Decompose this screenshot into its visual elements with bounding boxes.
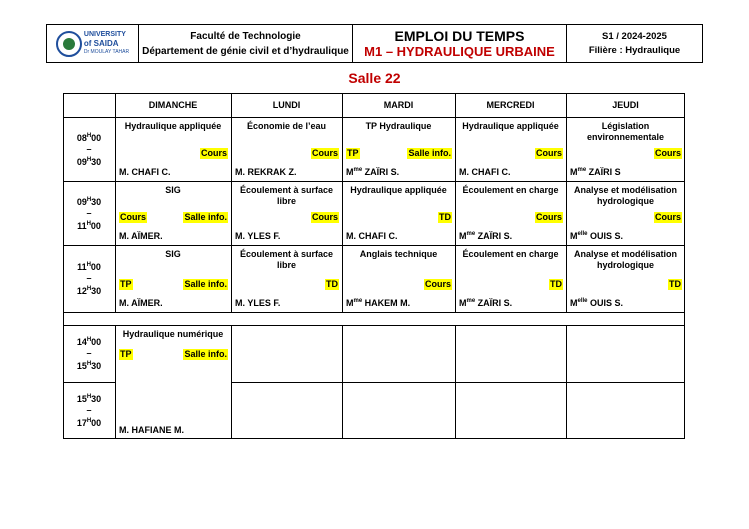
room-badge: Salle info. bbox=[184, 212, 227, 222]
course-title: Analyse et modélisation hydrologique bbox=[573, 185, 678, 206]
department-name: Département de génie civil et d’hydraulique bbox=[142, 45, 349, 57]
session-cell[interactable] bbox=[342, 117, 455, 181]
teacher-name: $M^{me}$ ZAÏRI S. bbox=[346, 167, 400, 177]
header-band bbox=[46, 24, 703, 63]
session-type-badge: TD bbox=[326, 279, 338, 289]
course-title: Écoulement à surface libre bbox=[239, 249, 334, 270]
time-dash: – bbox=[86, 348, 92, 358]
day-header-mercredi: MERCREDI bbox=[486, 100, 535, 110]
session-type-badge: Cours bbox=[535, 212, 562, 222]
room-title: Salle 22 bbox=[348, 70, 401, 86]
grid-line bbox=[63, 93, 64, 439]
session-cell[interactable] bbox=[115, 245, 231, 312]
grid-line bbox=[115, 325, 116, 439]
session-cell[interactable] bbox=[231, 181, 342, 245]
time-start: $08^H00$ bbox=[76, 132, 102, 143]
course-title: Écoulement en charge bbox=[462, 185, 559, 195]
grid-line bbox=[566, 93, 567, 312]
grid-line bbox=[63, 181, 685, 182]
semester-cell bbox=[567, 25, 702, 62]
teacher-name: $M^{me}$ ZAÏRI S. bbox=[459, 298, 513, 308]
session-cell[interactable] bbox=[115, 325, 231, 439]
logo-cell bbox=[47, 25, 139, 62]
faculty-name: Faculté de Technologie bbox=[190, 30, 301, 42]
session-cell[interactable] bbox=[566, 245, 685, 312]
time-start: $11^H00$ bbox=[77, 262, 101, 272]
grid-line bbox=[342, 93, 343, 312]
university-seal-icon bbox=[56, 31, 82, 57]
grid-line bbox=[63, 312, 685, 313]
session-cell[interactable] bbox=[342, 245, 455, 312]
timetable-grid bbox=[63, 93, 685, 439]
course-title: Hydraulique appliquée bbox=[350, 185, 447, 195]
grid-line bbox=[684, 93, 685, 439]
time-dash: – bbox=[86, 143, 92, 154]
grid-line bbox=[342, 325, 343, 439]
grid-line bbox=[63, 382, 115, 383]
time-end: $17^H00$ bbox=[76, 418, 102, 428]
time-start: $15^H30$ bbox=[76, 394, 102, 404]
day-header-mardi: MARDI bbox=[383, 100, 414, 110]
grid-line bbox=[455, 325, 456, 439]
page-subtitle: M1 – HYDRAULIQUE URBAINE bbox=[364, 44, 555, 59]
grid-line bbox=[115, 93, 116, 312]
time-dash: – bbox=[86, 405, 92, 415]
session-type-badge: Cours bbox=[311, 148, 338, 158]
grid-line bbox=[231, 382, 685, 383]
teacher-name: M. AÏMER. bbox=[119, 298, 163, 308]
time-end: $12^H30$ bbox=[76, 286, 102, 296]
time-slot bbox=[63, 245, 115, 312]
time-end: $09^H30$ bbox=[76, 156, 102, 167]
grid-line bbox=[455, 93, 456, 312]
grid-line bbox=[63, 245, 685, 246]
course-title: Hydraulique appliquée bbox=[462, 121, 559, 131]
session-type-badge: Cours bbox=[200, 148, 227, 158]
day-header-dimanche: DIMANCHE bbox=[148, 100, 198, 110]
session-type-badge: TD bbox=[550, 279, 562, 289]
time-slot bbox=[63, 181, 115, 245]
teacher-name: $M^{elle}$ OUIS S. bbox=[570, 298, 624, 308]
grid-line bbox=[63, 325, 685, 326]
session-cell[interactable] bbox=[231, 117, 342, 181]
session-cell[interactable] bbox=[115, 181, 231, 245]
logo-line3: Dr MOULAY TAHAR bbox=[83, 49, 130, 55]
time-dash: – bbox=[86, 207, 92, 218]
session-type-badge: Cours bbox=[311, 212, 338, 222]
university-logo bbox=[56, 30, 129, 57]
session-type-badge: TP bbox=[347, 148, 359, 158]
course-title: Anglais technique bbox=[359, 249, 438, 259]
room-badge: Salle info. bbox=[408, 148, 451, 158]
filiere-label: Filière : Hydraulique bbox=[588, 44, 681, 56]
course-title: Hydraulique numérique bbox=[122, 329, 224, 339]
time-end: $11^H00$ bbox=[77, 220, 101, 231]
time-slot bbox=[63, 325, 115, 382]
session-type-badge: Cours bbox=[535, 148, 562, 158]
session-type-badge: TP bbox=[120, 349, 132, 359]
teacher-name: M. CHAFI C. bbox=[346, 231, 398, 241]
course-title: SIG bbox=[165, 185, 181, 195]
session-type-badge: TD bbox=[439, 212, 451, 222]
session-cell[interactable] bbox=[566, 117, 685, 181]
session-type-badge: Cours bbox=[654, 212, 681, 222]
course-title: TP Hydraulique bbox=[365, 121, 432, 131]
time-start: $09^H30$ bbox=[76, 196, 102, 207]
teacher-name: M. HAFIANE M. bbox=[119, 425, 184, 435]
teacher-name: $M^{me}$ HAKEM M. bbox=[346, 298, 411, 308]
teacher-name: $M^{elle}$ OUIS S. bbox=[570, 231, 624, 241]
grid-line bbox=[63, 438, 685, 439]
teacher-name: $M^{me}$ ZAÏRI S bbox=[570, 167, 621, 177]
semester-label: S1 / 2024-2025 bbox=[602, 30, 667, 42]
session-cell[interactable] bbox=[455, 181, 566, 245]
title-cell bbox=[353, 25, 567, 62]
course-title: Économie de l’eau bbox=[246, 121, 327, 131]
grid-line bbox=[63, 93, 685, 94]
grid-line bbox=[566, 325, 567, 439]
teacher-name: M. CHAFI C. bbox=[459, 167, 511, 177]
grid-line bbox=[231, 93, 232, 312]
room-badge: Salle info. bbox=[184, 279, 227, 289]
room-badge: Salle info. bbox=[184, 349, 227, 359]
day-header-lundi: LUNDI bbox=[272, 100, 301, 110]
teacher-name: M. CHAFI C. bbox=[119, 167, 171, 177]
time-slot bbox=[63, 117, 115, 181]
course-title: Analyse et modélisation hydrologique bbox=[573, 249, 678, 270]
time-slot bbox=[63, 382, 115, 439]
time-start: $14^H00$ bbox=[76, 337, 102, 347]
grid-line bbox=[63, 117, 685, 118]
course-title: Législation environnementale bbox=[586, 121, 665, 142]
teacher-name: M. YLES F. bbox=[235, 231, 281, 241]
grid-line bbox=[231, 325, 232, 439]
session-cell[interactable] bbox=[455, 117, 566, 181]
session-cell[interactable] bbox=[342, 181, 455, 245]
teacher-name: M. REKRAK Z. bbox=[235, 167, 297, 177]
day-header-jeudi: JEUDI bbox=[612, 100, 639, 110]
teacher-name: $M^{me}$ ZAÏRI S. bbox=[459, 231, 513, 241]
session-type-badge: Cours bbox=[120, 212, 147, 222]
session-cell[interactable] bbox=[566, 181, 685, 245]
teacher-name: M. YLES F. bbox=[235, 298, 281, 308]
logo-line1: UNIVERSITY bbox=[83, 31, 126, 38]
session-cell[interactable] bbox=[115, 117, 231, 181]
faculty-cell bbox=[139, 25, 353, 62]
session-type-badge: Cours bbox=[654, 148, 681, 158]
session-type-badge: TP bbox=[120, 279, 132, 289]
time-dash: – bbox=[86, 273, 92, 283]
course-title: Écoulement en charge bbox=[462, 249, 559, 259]
session-type-badge: TD bbox=[669, 279, 681, 289]
time-end: $15^H30$ bbox=[76, 361, 102, 371]
logo-line2: of SAIDA bbox=[83, 39, 119, 48]
course-title: Écoulement à surface libre bbox=[239, 185, 334, 206]
session-cell[interactable] bbox=[455, 245, 566, 312]
course-title: SIG bbox=[165, 249, 181, 259]
session-type-badge: Cours bbox=[424, 279, 451, 289]
teacher-name: M. AÏMER. bbox=[119, 231, 163, 241]
page-title: EMPLOI DU TEMPS bbox=[394, 28, 525, 44]
session-cell[interactable] bbox=[231, 245, 342, 312]
course-title: Hydraulique appliquée bbox=[124, 121, 222, 131]
